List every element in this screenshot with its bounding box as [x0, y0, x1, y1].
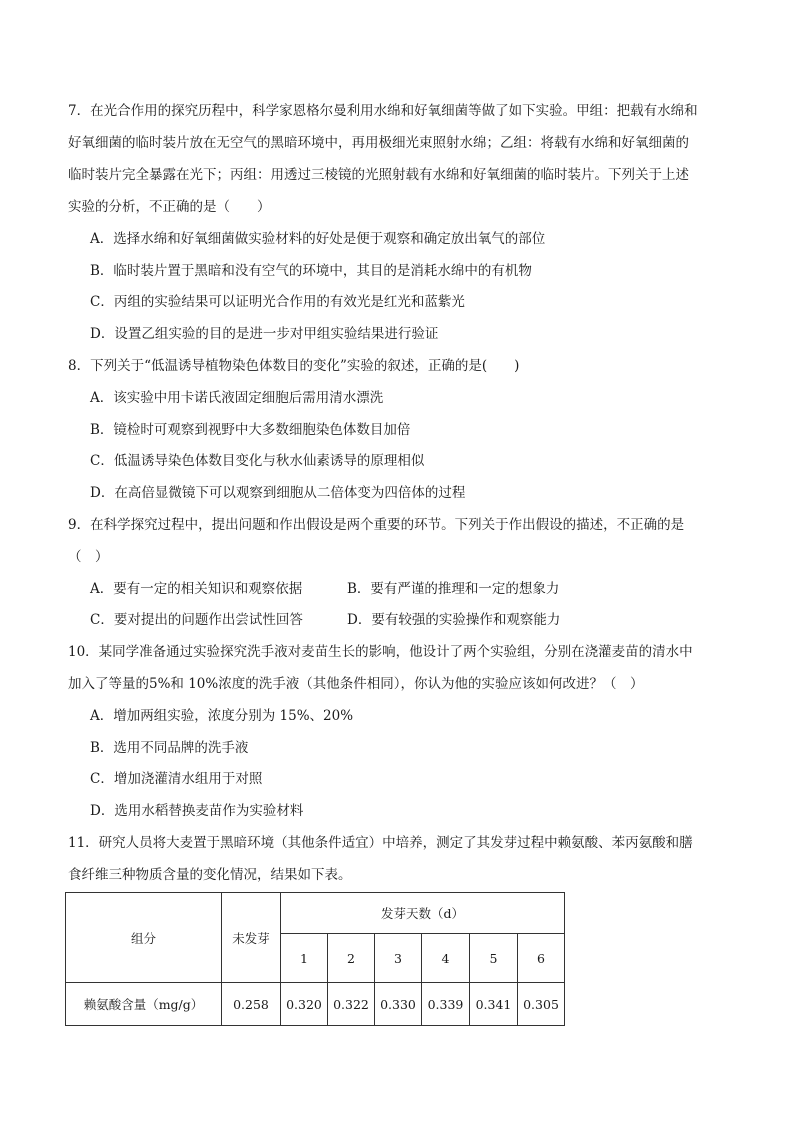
question-7-option-b[interactable]: B．临时装片置于黑暗和没有空气的环境中，其目的是消耗水绵中的有机物: [90, 263, 532, 279]
question-7-line-4: 实验的分析，不正确的是（ ）: [68, 199, 271, 215]
table-row: [66, 983, 565, 1026]
question-7-line-1: 7．在光合作用的探究历程中，科学家恩格尔曼利用水绵和好氧细菌等做了如下实验。甲组：把载有水绵和: [68, 103, 698, 119]
question-9-line-2: （ ）: [68, 549, 109, 565]
table-day-cell: 5: [470, 934, 518, 983]
table-cell: 0.305: [518, 983, 565, 1026]
question-8-option-c[interactable]: C．低温诱导染色体数目变化与秋水仙素诱导的原理相似: [90, 453, 425, 469]
question-7-line-3: 临时装片完全暴露在光下；丙组：用透过三棱镜的光照射载有水绵和好氧细菌的临时装片。下列关于上述: [68, 167, 689, 183]
table-header-days: 发芽天数（d）: [281, 893, 565, 934]
question-10-option-c[interactable]: C．增加浇灌清水组用于对照: [90, 771, 263, 787]
question-10-option-b[interactable]: B．选用不同品牌的洗手液: [90, 740, 249, 756]
question-11-line-2: 食纤维三种物质含量的变化情况，结果如下表。: [68, 867, 352, 883]
question-9-option-d[interactable]: D．要有较强的实验操作和观察能力: [347, 612, 561, 628]
table-cell: 0.330: [375, 983, 422, 1026]
question-8-option-b[interactable]: B．镜检时可观察到视野中大多数细胞染色体数目加倍: [90, 422, 411, 438]
question-9-option-a[interactable]: A．要有一定的相关知识和观察依据: [90, 581, 303, 597]
question-7-option-c[interactable]: C．丙组的实验结果可以证明光合作用的有效光是红光和蓝紫光: [90, 294, 465, 310]
question-8-line-1: 8．下列关于“低温诱导植物染色体数目的变化”实验的叙述，正确的是( ): [68, 358, 520, 374]
question-10-line-2: 加入了等量的5%和 10%浓度的洗手液（其他条件相同），你认为他的实验应该如何改进？（ ）: [68, 676, 644, 692]
question-11-line-1: 11．研究人员将大麦置于黑暗环境（其他条件适宜）中培养，测定了其发芽过程中赖氨酸、苯丙氨酸和膳: [68, 835, 693, 851]
table-cell: 0.320: [281, 983, 328, 1026]
question-7-option-d[interactable]: D．设置乙组实验的目的是进一步对甲组实验结果进行验证: [90, 326, 439, 342]
question-10-line-1: 10．某同学准备通过实验探究洗手液对麦苗生长的影响，他设计了两个实验组，分别在浇灌麦苗的清水中: [68, 644, 693, 660]
question-10-option-d[interactable]: D．选用水稻替换麦苗作为实验材料: [90, 803, 304, 819]
question-8-option-d[interactable]: D．在高倍显微镜下可以观察到细胞从二倍体变为四倍体的过程: [90, 485, 466, 501]
question-9-option-b[interactable]: B．要有严谨的推理和一定的想象力: [347, 581, 560, 597]
table-header-row: [66, 893, 565, 934]
question-10-option-a[interactable]: A．增加两组实验，浓度分别为 15%、20%: [90, 708, 354, 724]
table-day-cell: 2: [328, 934, 375, 983]
table-day-cell: 3: [375, 934, 422, 983]
table-day-cell: 4: [422, 934, 470, 983]
table-cell: 0.258: [222, 983, 281, 1026]
table-header-group: 组分: [66, 893, 222, 983]
table-cell: 0.322: [328, 983, 375, 1026]
table-day-cell: 1: [281, 934, 328, 983]
table-header-ungerminated: 未发芽: [222, 893, 281, 983]
question-8-option-a[interactable]: A．该实验中用卡诺氏液固定细胞后需用清水漂洗: [90, 390, 384, 406]
question-7-line-2: 好氧细菌的临时装片放在无空气的黑暗环境中，再用极细光束照射水绵；乙组：将载有水绵和好氧细菌的: [68, 135, 689, 151]
question-7-option-a[interactable]: A．选择水绵和好氧细菌做实验材料的好处是便于观察和确定放出氧气的部位: [90, 231, 546, 247]
germination-data-table: [65, 892, 565, 1026]
table-cell: 0.339: [422, 983, 470, 1026]
table-row-label: 赖氨酸含量（mg/g）: [66, 983, 222, 1026]
table-day-cell: 6: [518, 934, 565, 983]
question-9-line-1: 9．在科学探究过程中，提出问题和作出假设是两个重要的环节。下列关于作出假设的描述，不正确的是: [68, 517, 685, 533]
question-9-option-c[interactable]: C．要对提出的问题作出尝试性回答: [90, 612, 303, 628]
table-cell: 0.341: [470, 983, 518, 1026]
